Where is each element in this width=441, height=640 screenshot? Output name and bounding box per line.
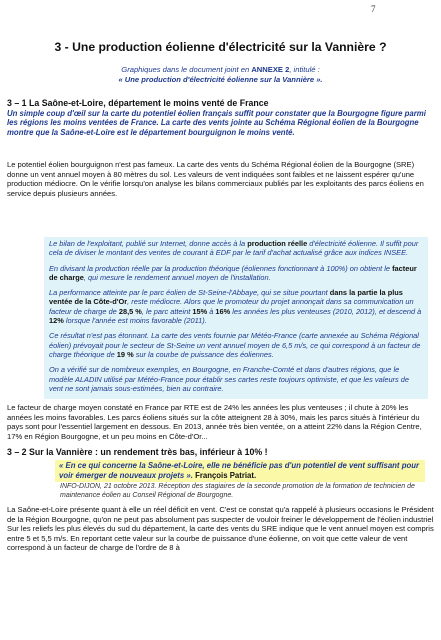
section-heading-1: 3 – 1 La Saône-et-Loire, département le moins venté de France (7, 98, 269, 108)
box-paragraph-2: En divisant la production réelle par la production théorique (éoliennes fonctionnant à 100%) on obtient le facteur de charge, qui mesure le rendement annuel moyen de l'installation. (49, 263, 417, 282)
rte-paragraph: Le facteur de charge moyen constaté en France par RTE est de 24% les années les plus venteuses ; il chute à 20% les années les moins favorables. Les parcs éoliens situés sur la côte atteignent 28 à 30%, mais les parcs situés à l'intérieur du pays sont pour l'essentiel largement en dessous. En 2013, année très bien ventée, on a atteint 22% dans la Région Centre, 17% en Région Bourgogne, et un peu moins en Côte-d'Or... (7, 403, 422, 441)
section-heading-2: 3 – 2 Sur la Vannière : un rendement très bas, inférieur à 10% ! (7, 447, 268, 457)
box-paragraph-3: La performance atteinte par le parc éolien de St-Seine-l'Abbaye, qui se situe pourtant dans la partie la plus ventée de la Côte-d'Or, reste médiocre. Alors que le promoteur du projet annonçait dans sa communication un facteur de charge de 28,5 %, le parc atteint 15% à 16% les années les plus venteuses (2010, 2012), et descend à 12% lorsque l'année est moins favorable (2011). (49, 288, 422, 326)
intro-prefix: Graphiques dans le document joint en (121, 65, 252, 74)
box-paragraph-5: On a vérifié sur de nombreux exemples, en Bourgogne, en Franche-Comté et dans d'autres régions, que le modèle ALADIN utilisé par Météo-France pour établir ses cartes reste toujours optimiste, et que les valeurs de vent ne sont jamais sous-estimées, bien au contraire. (49, 365, 409, 393)
highlight-box (44, 237, 428, 399)
box-paragraph-4: Ce résultat n'est pas étonnant. La carte des vents fournie par Météo-France (carte annexée au Schéma Régional éolien) prévoyait pour le secteur de St-Seine un vent annuel moyen de 6,5 m/s, ce qui correspond à un facteur de charge théorique de 19 % sur la courbe de puissance des éoliennes. (49, 331, 421, 359)
quote-author: François Patriat. (195, 470, 257, 480)
intro-note (0, 65, 441, 85)
section1-lead: Un simple coup d'œil sur la carte du potentiel éolien français suffit pour constater que la Bourgogne figure parmi les régions les moins ventées de France. La carte des vents jointe au Schéma Régional éolien de la Bourgogne montre que la Saône-et-Loire est le département bourguignon le moins venté. (7, 109, 426, 137)
quote-source: INFO-DIJON, 21 octobre 2013. Réception des stagiaires de la seconde promotion de la formation de technicien de maintenance éolien au Conseil Régional de Bourgogne. (60, 483, 415, 499)
page-number: 7 (371, 4, 376, 14)
page-title: 3 - Une production éolienne d'électricité sur la Vannière ? (54, 40, 387, 54)
annex-title: « Une production d'électricité éolienne sur la Vannière ». (118, 75, 323, 84)
quote-text: « En ce qui concerne la Saône-et-Loire, elle ne bénéficie pas d'un potentiel de vent suffisant pour voir émerger de nouveaux projets ». (59, 461, 420, 480)
annex-ref: ANNEXE 2 (251, 65, 290, 74)
quote-box (55, 460, 425, 482)
section2-paragraph-2: Sur les reliefs les plus élevés du sud du département, la carte des vents du SRE indique que le vent annuel moyen est compris entre 5 et 5,5 m/s. En reportant cette valeur sur la courbe de puissance d'une éolienne, on voit que cette valeur de vent correspond à un facteur de charge de l'ordre de 8 à (7, 524, 434, 553)
intro-suffix: , intitulé : (289, 65, 320, 74)
section2-paragraph-1: La Saône-et-Loire présente quant à elle un réel déficit en vent. C'est ce constat qu'a rappelé à plusieurs occasions le Président de la Région Bourgogne, qu'on ne peut pas absolument pas suspecter de vouloir freiner le développement de l'éolien industriel (7, 505, 434, 524)
section1-paragraph: Le potentiel éolien bourguignon n'est pas fameux. La carte des vents du Schéma Régional éolien de la Bourgogne (SRE) donne un vent annuel moyen à 80 mètres du sol. Les valeurs de vent indiquées sont faibles et ne laissent espérer qu'une production médiocre. On le vérifie lorsqu'on analyse les bilans commerciaux publiés par les exploitants des parcs éoliens en service depuis plusieurs années. (7, 160, 424, 198)
box-paragraph-1: Le bilan de l'exploitant, publié sur Internet, donne accès à la production réelle d'électricité éolienne. Il suffit pour cela de diviser le montant des ventes de courant à EDF par le tarif d'achat actualisé grâce aux indices INSEE. (49, 239, 419, 258)
